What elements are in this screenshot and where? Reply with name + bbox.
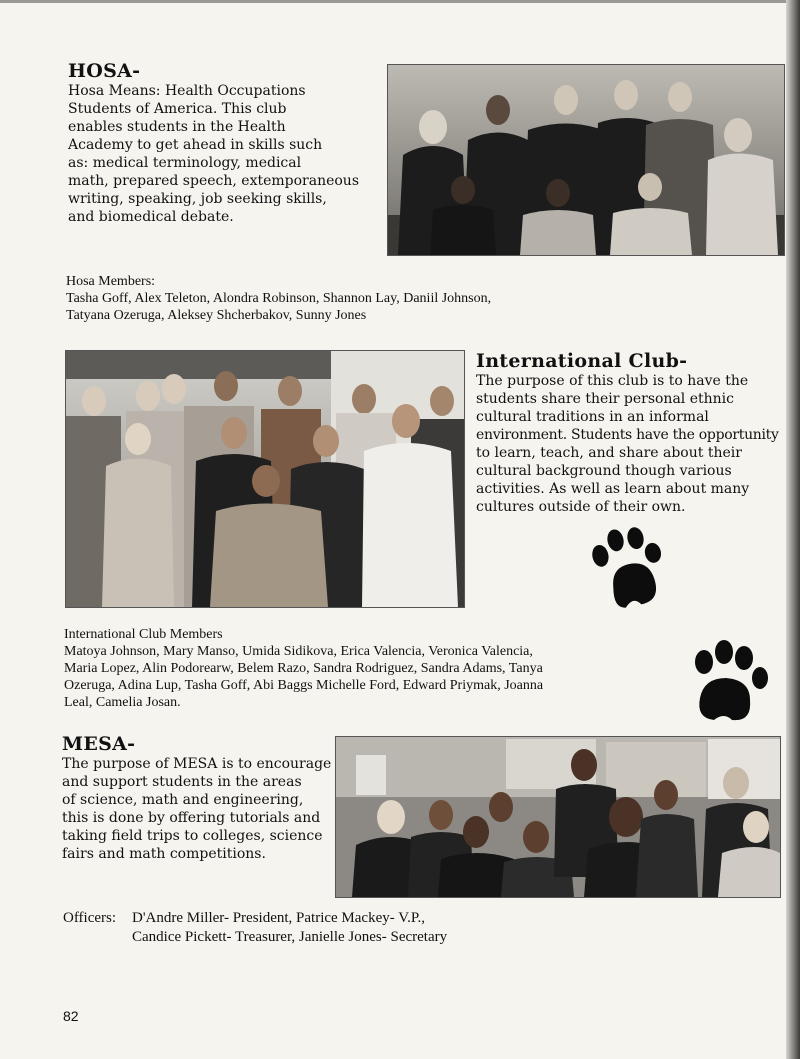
hosa-description-line: math, prepared speech, extemporaneous	[68, 173, 360, 189]
international-description-line: The purpose of this club is to have the	[476, 373, 749, 389]
international-description-line: cultural traditions in an informal	[476, 409, 709, 425]
page-binding-edge	[786, 0, 800, 1059]
hosa-description-line: writing, speaking, job seeking skills,	[68, 191, 327, 207]
international-club-group-photo	[65, 350, 465, 608]
paw-print-icon	[686, 638, 770, 724]
mesa-officers-line: D'Andre Miller- President, Patrice Mackey- V.P.,	[132, 910, 426, 926]
hosa-description	[68, 82, 378, 226]
hosa-description-line: enables students in the Health	[68, 119, 286, 135]
mesa-description-line: of science, math and engineering,	[62, 792, 304, 808]
international-description-line: cultural background though various	[476, 463, 732, 479]
mesa-description-line: fairs and math competitions.	[62, 846, 266, 862]
paw-print-icon	[588, 526, 672, 614]
hosa-description-line: Academy to get ahead in skills such	[68, 137, 323, 153]
mesa-description	[62, 755, 334, 863]
mesa-group-photo	[335, 736, 781, 898]
hosa-members-line: Tatyana Ozeruga, Aleksey Shcherbakov, Sunny Jones	[66, 308, 367, 323]
international-members-line: Matoya Johnson, Mary Manso, Umida Sidikova, Erica Valencia, Veronica Valencia,	[64, 644, 533, 659]
hosa-description-line: as: medical terminology, medical	[68, 155, 302, 171]
international-club-description	[476, 372, 796, 516]
page-top-edge	[0, 0, 800, 3]
international-description-line: activities. As well as learn about many	[476, 481, 750, 497]
mesa-description-line: and support students in the areas	[62, 774, 302, 790]
international-members-line: Ozeruga, Adina Lup, Tasha Goff, Abi Baggs Michelle Ford, Edward Priymak, Joanna	[64, 678, 544, 693]
international-description-line: cultures outside of their own.	[476, 499, 686, 515]
hosa-members-line: Tasha Goff, Alex Teleton, Alondra Robinson, Shannon Lay, Daniil Johnson,	[66, 291, 492, 306]
hosa-members-heading: Hosa Members:	[66, 274, 156, 289]
hosa-members	[66, 273, 491, 324]
mesa-officers-label: Officers:	[63, 910, 117, 926]
hosa-description-line: Hosa Means: Health Occupations	[68, 83, 306, 99]
international-members-line: Leal, Camelia Josan.	[64, 695, 181, 710]
hosa-group-photo	[387, 64, 785, 256]
mesa-description-line: taking field trips to colleges, science	[62, 828, 323, 844]
hosa-title: HOSA-	[68, 60, 141, 82]
international-description-line: to learn, teach, and share about their	[476, 445, 742, 461]
mesa-title: MESA-	[62, 733, 136, 755]
page-number: 82	[63, 1008, 79, 1024]
international-members-line: Maria Lopez, Alin Podorearw, Belem Razo, Sandra Rodriguez, Sandra Adams, Tanya	[64, 661, 543, 676]
mesa-officers-line: Candice Pickett- Treasurer, Janielle Jones- Secretary	[132, 929, 448, 945]
hosa-description-line: and biomedical debate.	[68, 209, 234, 225]
hosa-description-line: Students of America. This club	[68, 101, 287, 117]
international-description-line: students share their personal ethnic	[476, 391, 734, 407]
international-club-members	[64, 626, 543, 711]
international-description-line: environment. Students have the opportunity	[476, 427, 779, 443]
international-members-heading: International Club Members	[64, 627, 223, 642]
international-club-title: International Club-	[476, 350, 688, 372]
mesa-description-line: this is done by offering tutorials and	[62, 810, 321, 826]
mesa-description-line: The purpose of MESA is to encourage	[62, 756, 332, 772]
